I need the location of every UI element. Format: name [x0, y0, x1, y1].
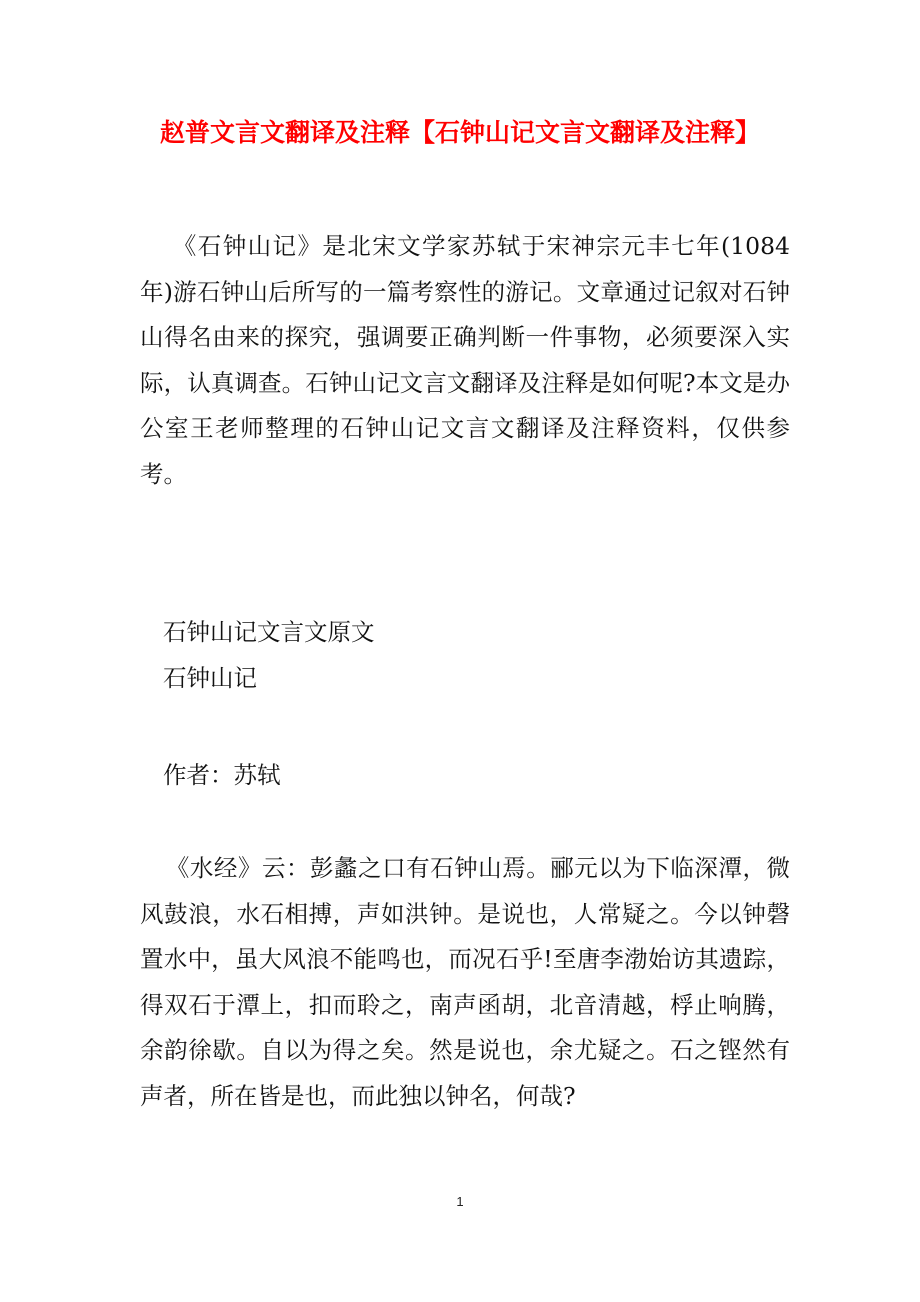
- work-title: 石钟山记: [163, 664, 257, 692]
- author-line: 作者：苏轼: [163, 761, 281, 789]
- section-heading: 石钟山记文言文原文: [163, 618, 375, 646]
- page-number: 1: [456, 1194, 464, 1209]
- original-text-paragraph: 《水经》云：彭蠡之口有石钟山焉。郦元以为下临深潭，微风鼓浪，水石相搏，声如洪钟。是说也，人常疑之。今以钟磬置水中，虽大风浪不能鸣也，而况石乎!至唐李渤始访其遗踪，得双石于潭上，扣而聆之，南声函胡，北音清越，桴止响腾，余韵徐歇。自以为得之矣。然是说也，余尤疑之。石之铿然有声者，所在皆是也，而此独以钟名，何哉?: [140, 854, 790, 1110]
- intro-paragraph: 《石钟山记》是北宋文学家苏轼于宋神宗元丰七年(1084年)游石钟山后所写的一篇考察性的游记。文章通过记叙对石钟山得名由来的探究，强调要正确判断一件事物，必须要深入实际，认真调查。石钟山记文言文翻译及注释是如何呢?本文是办公室王老师整理的石钟山记文言文翻译及注释资料，仅供参考。: [140, 232, 790, 488]
- document-title: 赵普文言文翻译及注释【石钟山记文言文翻译及注释】: [159, 118, 760, 147]
